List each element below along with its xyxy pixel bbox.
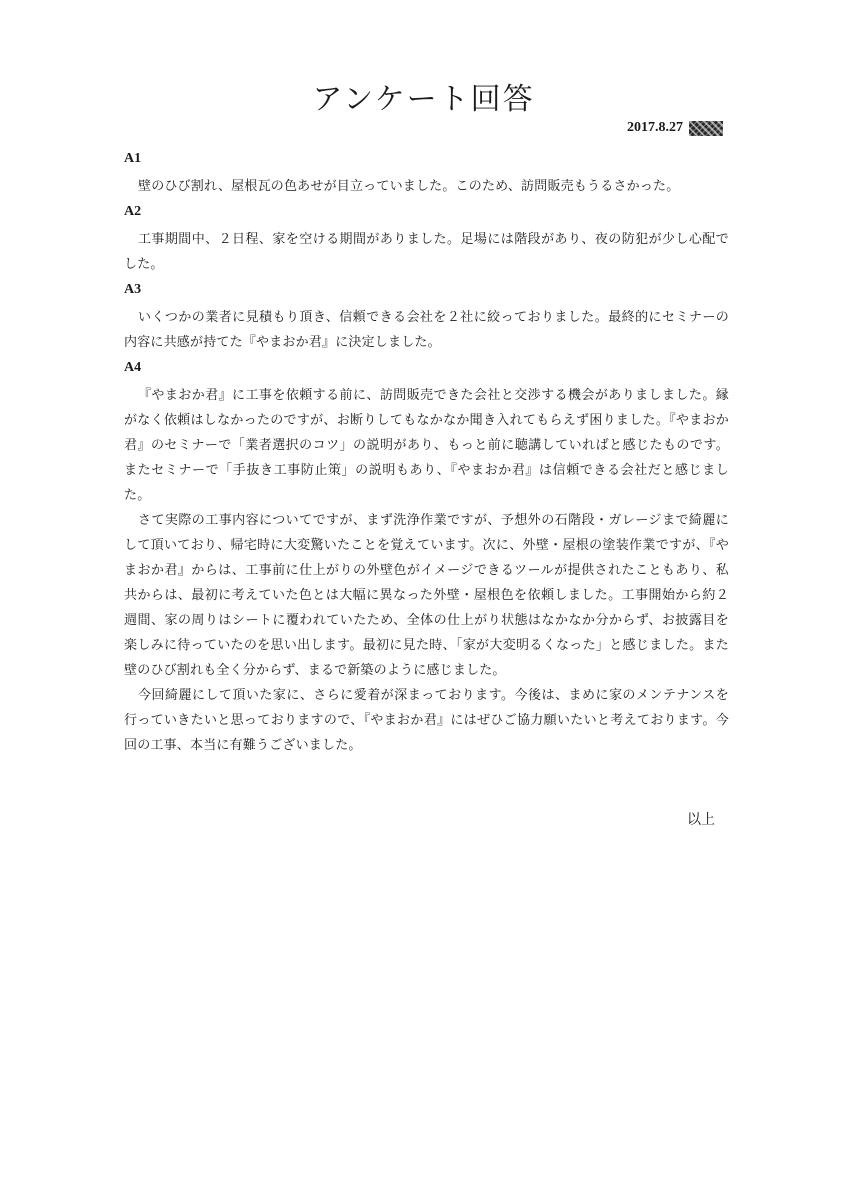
- answer-paragraph: さて実際の工事内容についてですが、まず洗浄作業ですが、予想外の石階段・ガレージまで綺麗にして頂いており、帰宅時に大変驚いたことを覚えています。次に、外壁・屋根の塗装作業ですが、『やまおか君』からは、工事前に仕上がりの外壁色がイメージできるツールが提供されたこともあり、私共からは、最初に考えていた色とは大幅に異なった外壁・屋根色を依頼しました。工事開始から約２週間、家の周りはシートに覆われていたため、全体の仕上がり状態はなかなか分からず、お披露目を楽しみに待っていたのを思い出します。最初に見た時、「家が大変明るくなった」と感じました。また壁のひび割れも全く分からず、まるで新築のように感じました。: [124, 513, 729, 678]
- answers-body: [124, 150, 729, 758]
- section-label: A1: [124, 151, 142, 166]
- answer-section-a3: [124, 281, 729, 355]
- closing-mark: 以上: [687, 812, 715, 828]
- answer-paragraph: 工事期間中、２日程、家を空ける期間がありました。足場には階段があり、夜の防犯が少し心配でした。: [124, 232, 729, 272]
- answer-section-a2: [124, 203, 729, 277]
- answer-paragraph: 『やまおか君』に工事を依頼する前に、訪問販売できた会社と交渉する機会がありましました。縁がなく依頼はしなかったのですが、お断りしてもなかなか聞き入れてもらえず困りました。『やまおか君』のセミナーで「業者選択のコツ」の説明があり、もっと前に聴講していればと感じたものです。またセミナーで「手抜き工事防止策」の説明もあり、『やまおか君』は信頼できる会社だと感じました。: [124, 388, 729, 503]
- answer-section-a4: [124, 359, 729, 758]
- document-date: 2017.8.27: [627, 120, 683, 135]
- section-label: A4: [124, 360, 142, 375]
- section-label: A3: [124, 282, 142, 297]
- date-row: [627, 119, 723, 137]
- section-label: A2: [124, 204, 142, 219]
- document-title: アンケート回答: [312, 82, 535, 117]
- answer-section-a1: [124, 150, 729, 199]
- redacted-name-mark: [689, 121, 723, 136]
- answer-paragraph: 壁のひび割れ、屋根瓦の色あせが目立っていました。このため、訪問販売もうるさかった。: [138, 179, 680, 194]
- answer-paragraph: 今回綺麗にして頂いた家に、さらに愛着が深まっております。今後は、まめに家のメンテナンスを行っていきたいと思っておりますので、『やまおか君』にはぜひご協力願いたいと考えております。今回の工事、本当に有難うございました。: [124, 688, 729, 753]
- answer-paragraph: いくつかの業者に見積もり頂き、信頼できる会社を２社に絞っておりました。最終的にセミナーの内容に共感が持てた『やまおか君』に決定しました。: [124, 310, 729, 350]
